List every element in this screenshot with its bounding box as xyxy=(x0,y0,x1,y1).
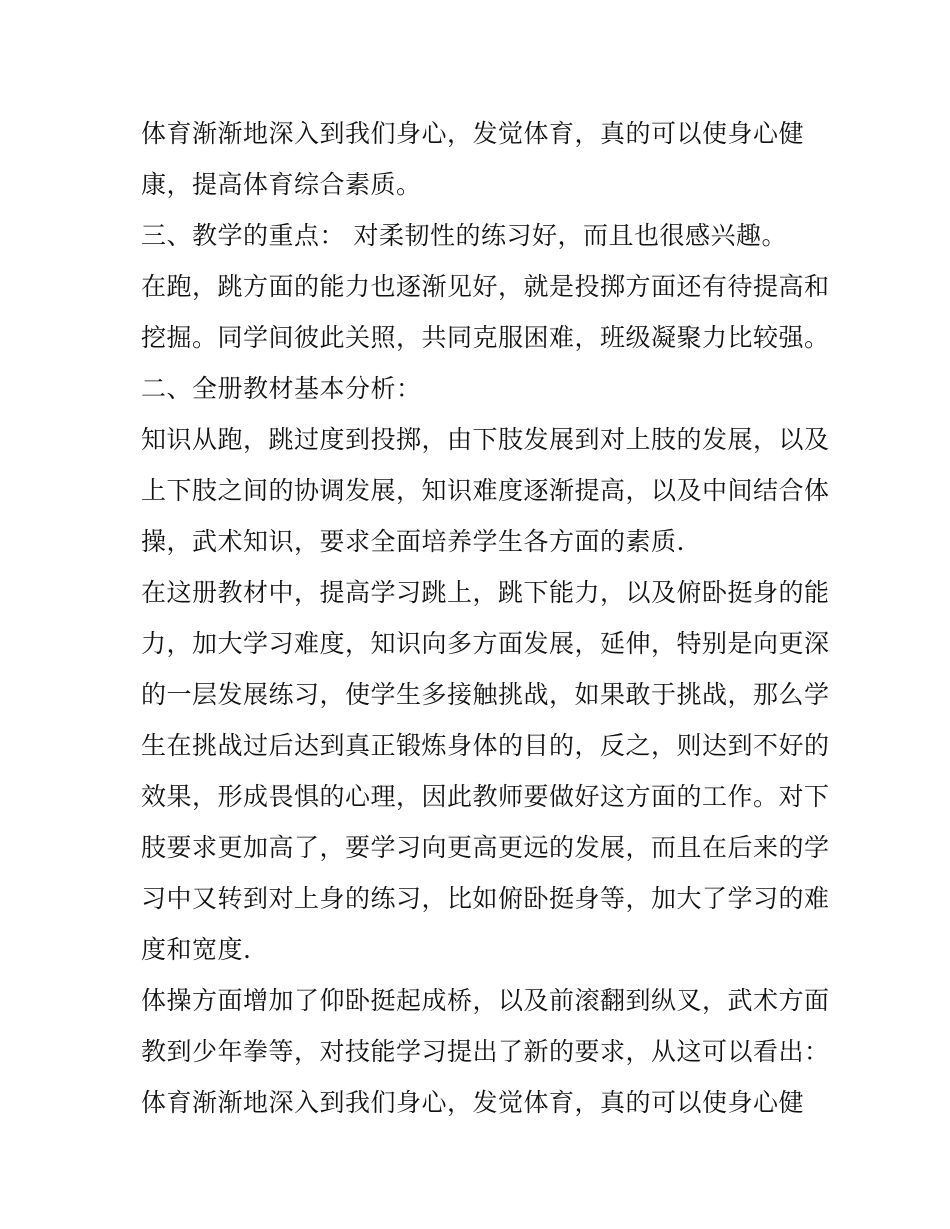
text-line: 度和宽度. xyxy=(141,935,252,964)
text-line: 体操方面增加了仰卧挺起成桥，以及前滚翻到纵叉，武术方面 xyxy=(141,986,830,1015)
text-line: 肢要求更加高了，要学习向更高更远的发展，而且在后来的学 xyxy=(141,833,830,862)
text-line: 生在挑战过后达到真正锻炼身体的目的，反之，则达到不好的 xyxy=(141,731,830,760)
text-line: 教到少年拳等，对技能学习提出了新的要求，从这可以看出： xyxy=(141,1037,830,1066)
text-line: 力，加大学习难度，知识向多方面发展，延伸，特别是向更深 xyxy=(141,629,830,658)
text-line: 挖掘。同学间彼此关照，共同克服困难，班级凝聚力比较强。 xyxy=(141,323,830,352)
body-text xyxy=(141,108,830,1128)
text-line: 康，提高体育综合素质。 xyxy=(141,170,422,199)
text-line: 习中又转到对上身的练习，比如俯卧挺身等，加大了学习的难 xyxy=(141,884,830,913)
text-line: 在跑，跳方面的能力也逐渐见好，就是投掷方面还有待提高和 xyxy=(141,272,830,301)
section-heading: 三、教学的重点： 对柔韧性的练习好，而且也很感兴趣。 xyxy=(141,221,787,250)
text-line: 体育渐渐地深入到我们身心，发觉体育，真的可以使身心健 xyxy=(141,1088,805,1117)
text-line: 在这册教材中，提高学习跳上，跳下能力，以及俯卧挺身的能 xyxy=(141,578,830,607)
text-line: 知识从跑，跳过度到投掷，由下肢发展到对上肢的发展，以及 xyxy=(141,425,830,454)
text-line: 上下肢之间的协调发展，知识难度逐渐提高，以及中间结合体 xyxy=(141,476,830,505)
text-line: 的一层发展练习，使学生多接触挑战，如果敢于挑战，那么学 xyxy=(141,680,830,709)
text-line: 体育渐渐地深入到我们身心，发觉体育，真的可以使身心健 xyxy=(141,119,805,148)
text-line: 效果，形成畏惧的心理，因此教师要做好这方面的工作。对下 xyxy=(141,782,830,811)
text-line: 操，武术知识，要求全面培养学生各方面的素质. xyxy=(141,527,685,556)
section-heading: 二、全册教材基本分析： xyxy=(141,374,422,403)
